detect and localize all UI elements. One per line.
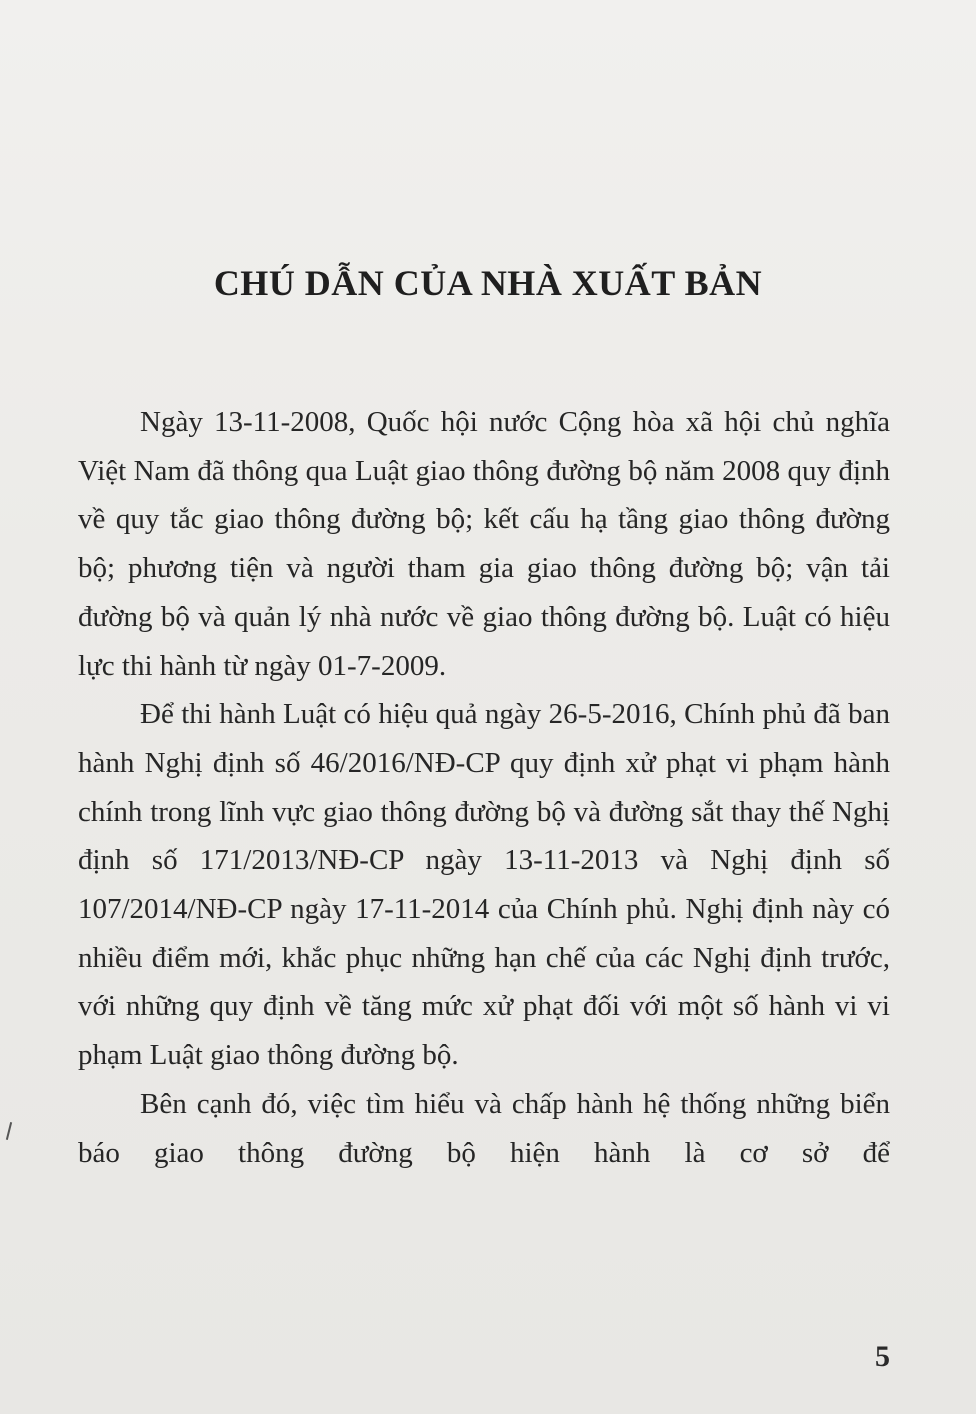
page-title: CHÚ DẪN CỦA NHÀ XUẤT BẢN xyxy=(213,263,763,303)
paragraph-3: Bên cạnh đó, việc tìm hiểu và chấp hành hệ thống những biển báo giao thông đường bộ hiện hành là cơ sở để xyxy=(78,1087,890,1169)
page-number: 5 xyxy=(875,1340,890,1373)
body-text xyxy=(78,398,890,1177)
paragraph-1: Ngày 13-11-2008, Quốc hội nước Cộng hòa xã hội chủ nghĩa Việt Nam đã thông qua Luật giao thông đường bộ năm 2008 quy định về quy tắc giao thông đường bộ; kết cấu hạ tầng giao thông đường bộ; phương tiện và người tham gia giao thông đường bộ; vận tải đường bộ và quản lý nhà nước về giao thông đường bộ. Luật có hiệu lực thi hành từ ngày 01-7-2009. xyxy=(78,406,890,682)
paragraph-2: Để thi hành Luật có hiệu quả ngày 26-5-2016, Chính phủ đã ban hành Nghị định số 46/2016/NĐ-CP quy định xử phạt vi phạm hành chính trong lĩnh vực giao thông đường bộ và đường sắt thay thế Nghị định số 171/2013/NĐ-CP ngày 13-11-2013 và Nghị định số 107/2014/NĐ-CP ngày 17-11-2014 của Chính phủ. Nghị định này có nhiều điểm mới, khắc phục những hạn chế của các Nghị định trước, với những quy định về tăng mức xử phạt đối với một số hành vi vi phạm Luật giao thông đường bộ. xyxy=(78,698,890,1072)
margin-pencil-mark xyxy=(6,1122,12,1140)
